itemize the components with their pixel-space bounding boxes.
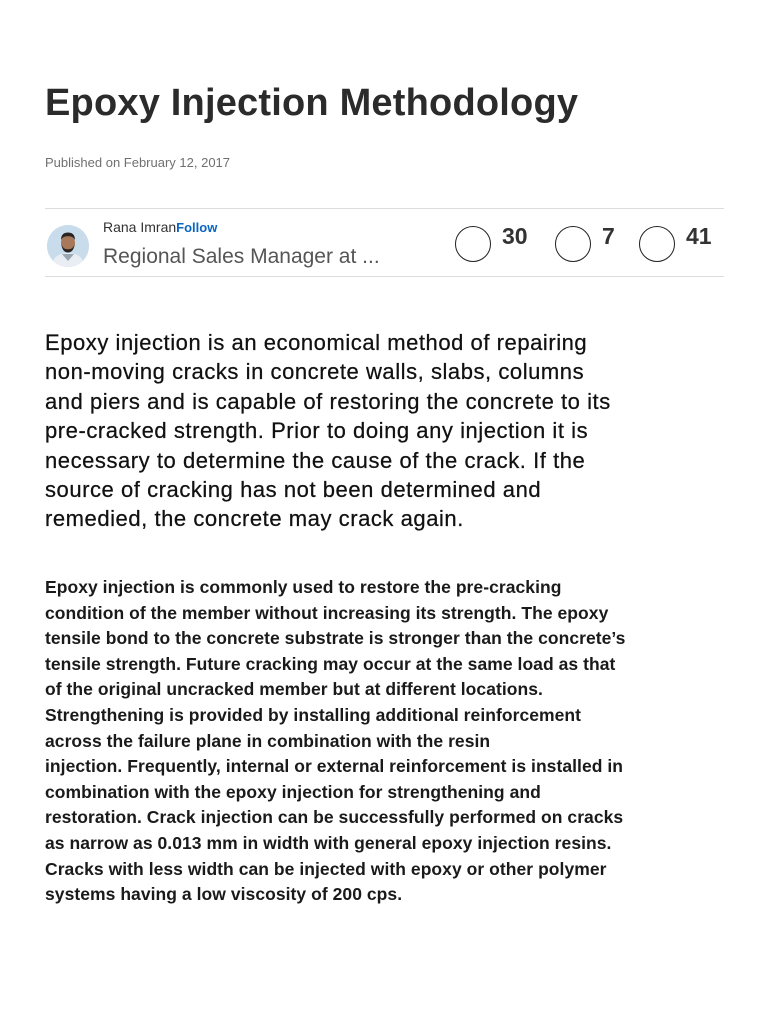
comment-icon[interactable] <box>555 226 591 262</box>
author-name[interactable]: Rana Imran <box>103 219 177 235</box>
body-line: injection. Frequently, internal or external reinforcement is installed in <box>45 756 624 777</box>
shares-count: 41 <box>686 223 712 249</box>
lead-line: Epoxy injection is an economical method of repairing <box>45 330 588 355</box>
article-title: Epoxy Injection Methodology <box>45 82 579 124</box>
follow-link[interactable]: Follow <box>176 220 218 235</box>
lead-paragraph <box>45 328 735 534</box>
body-line: of the original uncracked member but at different locations. <box>45 679 543 700</box>
body-line: as narrow as 0.013 mm in width with general epoxy injection resins. <box>45 832 612 853</box>
body-line: condition of the member without increasing its strength. The epoxy <box>45 602 609 623</box>
author-avatar[interactable] <box>47 225 89 267</box>
body-line: combination with the epoxy injection for strengthening and <box>45 781 541 802</box>
body-line: systems having a low viscosity of 200 cps. <box>45 884 403 905</box>
author-bar <box>45 208 724 277</box>
body-line: Epoxy injection is commonly used to restore the pre-cracking <box>45 577 562 597</box>
body-line: across the failure plane in combination with the resin <box>45 730 491 751</box>
avatar-image <box>47 225 89 267</box>
lead-line: remedied, the concrete may crack again. <box>45 506 464 532</box>
author-headline: Regional Sales Manager at ... <box>103 245 380 268</box>
lead-line: source of cracking has not been determined and <box>45 477 542 503</box>
body-line: tensile bond to the concrete substrate is stronger than the concrete’s <box>45 628 626 649</box>
published-date: Published on February 12, 2017 <box>45 155 231 170</box>
share-icon[interactable] <box>639 226 675 262</box>
body-line: Strengthening is provided by installing additional reinforcement <box>45 704 582 725</box>
body-line: tensile strength. Future cracking may occur at the same load as that <box>45 653 616 674</box>
reactions-count: 30 <box>502 223 528 249</box>
body-line: Cracks with less width can be injected with epoxy or other polymer <box>45 858 607 879</box>
lead-line: necessary to determine the cause of the crack. If the <box>45 447 586 473</box>
comments-count: 7 <box>602 223 615 249</box>
body-line: restoration. Crack injection can be successfully performed on cracks <box>45 807 624 828</box>
lead-line: non-moving cracks in concrete walls, slabs, columns <box>45 359 585 385</box>
lead-line: pre-cracked strength. Prior to doing any injection it is <box>45 418 589 444</box>
lead-line: and piers and is capable of restoring the concrete to its <box>45 388 611 414</box>
reaction-icon[interactable] <box>455 226 491 262</box>
author-name-line <box>103 219 217 235</box>
body-paragraph <box>45 575 735 908</box>
